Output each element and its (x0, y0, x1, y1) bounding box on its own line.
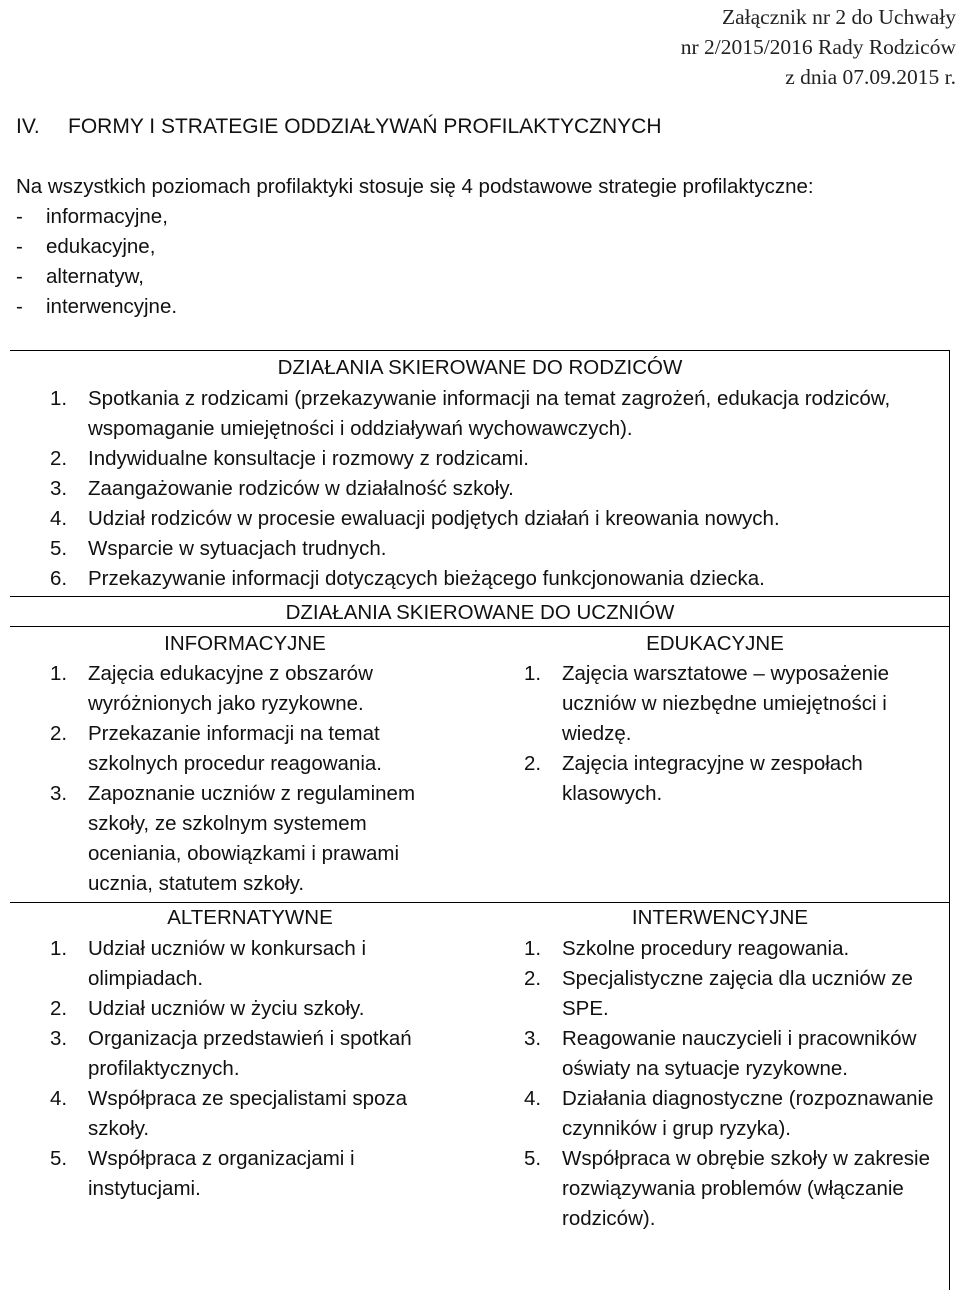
list-item: 5. Współpraca z organizacjami i instytucjami. (50, 1147, 355, 1200)
list-item: - edukacyjne, (16, 232, 946, 262)
edukacyjne-list (524, 659, 934, 809)
interwencyjne-heading: INTERWENCYJNE (631, 906, 809, 929)
table-divider (10, 596, 950, 597)
list-item: 2. Przekazanie informacji na temat szkolnych procedur reagowania. (50, 722, 382, 775)
list-item: - alternatyw, (16, 262, 946, 292)
intro (16, 172, 946, 322)
list-item: 3. Organizacja przedstawień i spotkań profilaktycznych. (50, 1027, 412, 1080)
informacyjne-heading: INFORMACYJNE (164, 632, 326, 655)
edukacyjne-heading: EDUKACYJNE (646, 632, 784, 655)
activities-table (10, 350, 950, 1290)
strategy-list (16, 202, 946, 322)
intro-text: Na wszystkich poziomach profilaktyki stosuje się 4 podstawowe strategie profilaktyczne: (16, 175, 814, 198)
informacyjne-list (50, 659, 460, 899)
list-item: 1. Zajęcia warsztatowe – wyposażenie uczniów w niezbędne umiejętności i wiedzę. (524, 662, 890, 745)
attachment-line-3: z dnia 07.09.2015 r. (785, 65, 956, 89)
dash-bullet: - (16, 205, 23, 228)
list-item: 2. Udział uczniów w życiu szkoły. (50, 997, 365, 1020)
alternatywne-heading: ALTERNATYWNE (167, 906, 333, 929)
list-item: 1. Udział uczniów w konkursach i olimpiadach. (50, 937, 367, 990)
list-item: 2. Zajęcia integracyjne w zespołach klasowych. (524, 752, 863, 805)
section-title-text: FORMY I STRATEGIE ODDZIAŁYWAŃ PROFILAKTYCZNYCH (68, 115, 662, 138)
list-item: 2. Indywidualne konsultacje i rozmowy z rodzicami. (50, 447, 529, 470)
section-title (16, 112, 662, 142)
students-heading: DZIAŁANIA SKIEROWANE DO UCZNIÓW (285, 601, 675, 624)
list-item: 3. Zapoznanie uczniów z regulaminem szkoły, ze szkolnym systemem oceniania, obowiązkami i prawami ucznia, statutem szkoły. (50, 782, 416, 895)
list-item: 4. Udział rodziców w procesie ewaluacji podjętych działań i kreowania nowych. (50, 507, 780, 530)
list-item: 4. Działania diagnostyczne (rozpoznawanie czynników i grup ryzyka). (524, 1087, 934, 1140)
list-item: 5. Wsparcie w sytuacjach trudnych. (50, 537, 387, 560)
dash-bullet: - (16, 265, 23, 288)
dash-bullet: - (16, 295, 23, 318)
table-border-top (10, 350, 950, 351)
alternatywne-list (50, 934, 450, 1204)
list-item: 1. Szkolne procedury reagowania. (524, 937, 850, 960)
list-item: - informacyjne, (16, 202, 946, 232)
list-item: 3. Zaangażowanie rodziców w działalność szkoły. (50, 477, 514, 500)
attachment-line-2: nr 2/2015/2016 Rady Rodziców (680, 35, 956, 59)
attachment-line-1: Załącznik nr 2 do Uchwały (721, 5, 956, 29)
dash-bullet: - (16, 235, 23, 258)
list-item: 4. Współpraca ze specjalistami spoza szkoły. (50, 1087, 408, 1140)
list-item: 6. Przekazywanie informacji dotyczących bieżącego funkcjonowania dziecka. (50, 567, 765, 590)
list-item: - interwencyjne. (16, 292, 946, 322)
list-item: 3. Reagowanie nauczycieli i pracowników oświaty na sytuacje ryzykowne. (524, 1027, 917, 1080)
list-item: 2. Specjalistyczne zajęcia dla uczniów ze SPE. (524, 967, 913, 1020)
list-item: 1. Zajęcia edukacyjne z obszarów wyróżnionych jako ryzykowne. (50, 662, 373, 715)
list-item: 5. Współpraca w obrębie szkoły w zakresie rozwiązywania problemów (włączanie rodziców). (524, 1147, 930, 1230)
parents-heading: DZIAŁANIA SKIEROWANE DO RODZICÓW (277, 356, 683, 379)
parents-list (50, 384, 940, 594)
attachment-note (536, 2, 956, 92)
list-item: 1. Spotkania z rodzicami (przekazywanie informacji na temat zagrożeń, edukacja rodziców, wspomaganie umiejętności i oddziaływań wychowawczych). (50, 387, 891, 440)
interwencyjne-list (524, 934, 940, 1234)
section-number: IV. (16, 115, 40, 138)
